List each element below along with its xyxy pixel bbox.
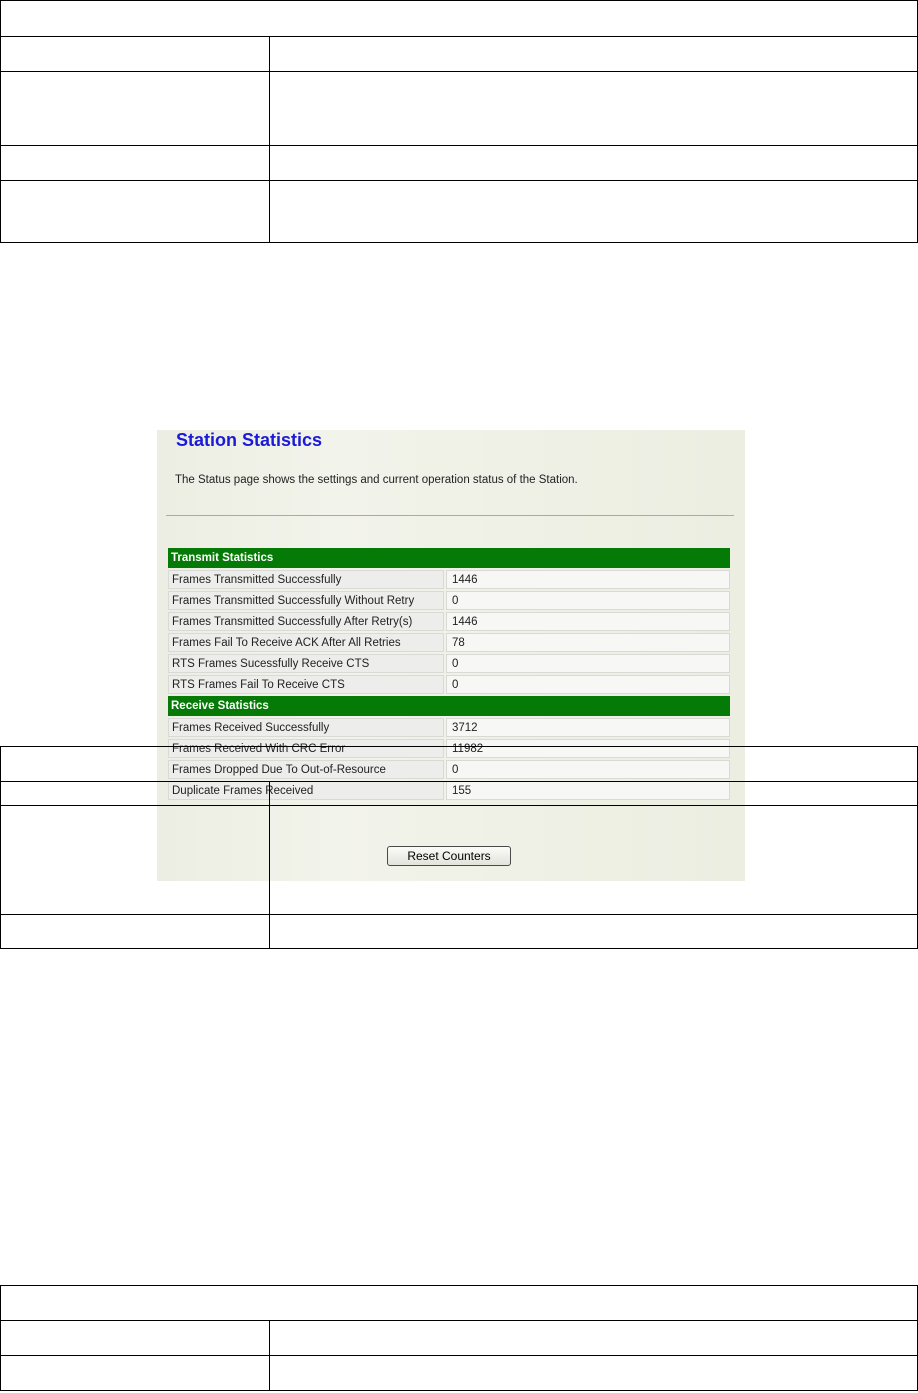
transmit-header-label: Transmit Statistics <box>168 548 730 568</box>
table-row <box>168 675 730 694</box>
doc-table-middle <box>0 746 918 949</box>
receive-header-label: Receive Statistics <box>168 696 730 716</box>
stat-label: Frames Transmitted Successfully <box>168 570 444 589</box>
receive-section-header <box>168 696 730 716</box>
table-row <box>168 591 730 610</box>
table-row <box>168 654 730 673</box>
doc-table-header-row <box>1 1 917 36</box>
table-row <box>168 612 730 631</box>
stat-value: 1446 <box>446 570 730 589</box>
reset-counters-button[interactable]: Reset Counters <box>387 846 511 866</box>
stat-label: Frames Received Successfully <box>168 718 444 737</box>
stat-label: Frames Fail To Receive ACK After All Retries <box>168 633 444 652</box>
stat-value: 0 <box>446 675 730 694</box>
doc-table-header-row <box>1 747 917 781</box>
table-row <box>168 633 730 652</box>
page-description: The Status page shows the settings and current operation status of the Station. <box>175 474 578 486</box>
stat-value: 0 <box>446 654 730 673</box>
stat-label: Frames Transmitted Successfully Without Retry <box>168 591 444 610</box>
doc-table-row <box>1 180 917 242</box>
doc-table-top <box>0 0 918 243</box>
stat-value: 0 <box>446 591 730 610</box>
doc-table-header-row <box>1 1286 917 1320</box>
stat-value: 3712 <box>446 718 730 737</box>
doc-table-row <box>1 805 917 914</box>
doc-table-row <box>1 145 917 180</box>
stat-label: Frames Transmitted Successfully After Retry(s) <box>168 612 444 631</box>
doc-table-row <box>1 36 917 71</box>
stat-label: Frames Received With CRC Error <box>168 739 444 758</box>
table-row <box>168 570 730 589</box>
stat-value: 155 <box>446 781 730 800</box>
divider <box>166 515 734 516</box>
stat-value: 11982 <box>446 739 730 758</box>
stat-label: RTS Frames Fail To Receive CTS <box>168 675 444 694</box>
stat-value: 1446 <box>446 612 730 631</box>
doc-table-row <box>1 1320 917 1355</box>
doc-table-row <box>1 914 917 948</box>
stat-label: Frames Dropped Due To Out-of-Resource <box>168 760 444 779</box>
stat-label: RTS Frames Sucessfully Receive CTS <box>168 654 444 673</box>
doc-table-row <box>1 71 917 145</box>
stat-value: 0 <box>446 760 730 779</box>
doc-table-bottom <box>0 1285 918 1391</box>
doc-table-row <box>1 1355 917 1390</box>
table-row <box>168 718 730 737</box>
page-title: Station Statistics <box>176 430 323 450</box>
doc-table-row <box>1 781 917 805</box>
transmit-section-header <box>168 548 730 568</box>
stat-value: 78 <box>446 633 730 652</box>
stat-label: Duplicate Frames Received <box>168 781 444 800</box>
